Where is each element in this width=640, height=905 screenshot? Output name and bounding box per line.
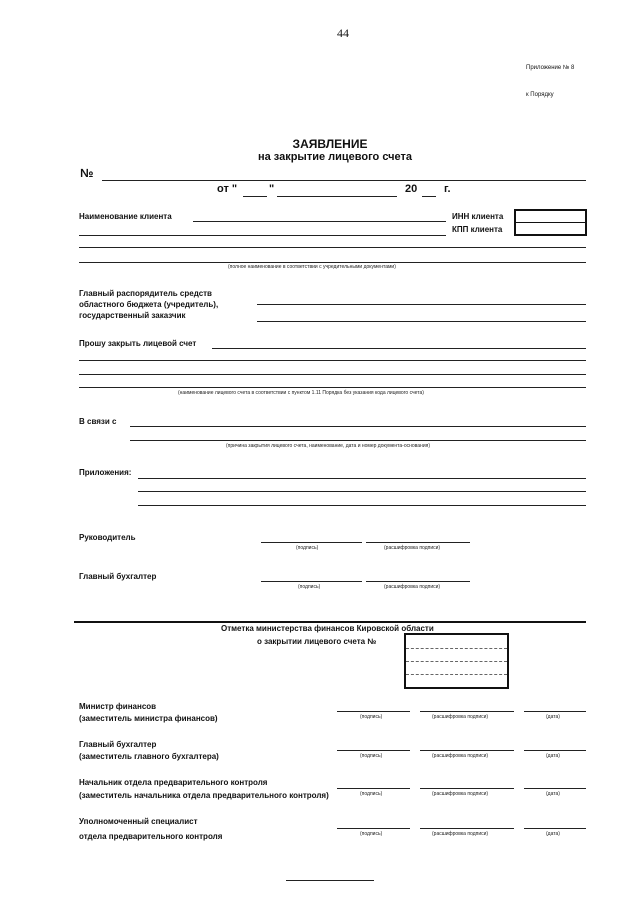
ministry-divider xyxy=(74,621,586,623)
official-decode-caption: (расшифровка подписи) xyxy=(432,714,489,720)
page-number: 44 xyxy=(337,26,349,40)
official-date-line[interactable] xyxy=(524,788,586,789)
head-signature-label: Руководитель xyxy=(79,533,136,542)
close-request-line-4[interactable] xyxy=(79,387,586,388)
official-label-line1: Уполномоченный специалист xyxy=(79,817,198,826)
official-sign-line[interactable] xyxy=(337,828,410,829)
close-request-line-1[interactable] xyxy=(212,348,586,349)
official-label-line1: Главный бухгалтер xyxy=(79,740,157,749)
distributor-line-a[interactable] xyxy=(257,304,586,305)
official-date-line[interactable] xyxy=(524,750,586,751)
client-line-2[interactable] xyxy=(79,235,446,236)
accountant-signature-label: Главный бухгалтер xyxy=(79,572,157,581)
official-label-line1: Министр финансов xyxy=(79,702,157,711)
official-decode-line[interactable] xyxy=(420,711,514,712)
client-name-label: Наименование клиента xyxy=(79,212,172,221)
official-sign-caption: (подпись) xyxy=(360,753,383,759)
attachments-line-3[interactable] xyxy=(138,505,586,506)
distributor-line-b[interactable] xyxy=(257,321,586,322)
date-ot: от " xyxy=(217,183,238,195)
close-request-label: Прошу закрыть лицевой счет xyxy=(79,339,197,348)
official-sign-line[interactable] xyxy=(337,788,410,789)
number-label: № xyxy=(80,166,94,180)
ministry-box-row-2 xyxy=(406,661,507,662)
close-request-line-3[interactable] xyxy=(79,374,586,375)
official-decode-line[interactable] xyxy=(420,750,514,751)
ministry-box-row-1 xyxy=(406,648,507,649)
distributor-line1: Главный распорядитель средств xyxy=(79,289,212,298)
appendix-order: к Порядку xyxy=(526,92,554,98)
official-date-line[interactable] xyxy=(524,828,586,829)
date-month-line[interactable] xyxy=(277,196,397,197)
head-sign-caption: (подпись) xyxy=(296,545,319,551)
attachments-line-1[interactable] xyxy=(138,478,586,479)
official-sign-caption: (подпись) xyxy=(360,831,383,837)
official-decode-caption: (расшифровка подписи) xyxy=(432,753,489,759)
client-line-3[interactable] xyxy=(79,247,586,248)
client-inn-label: ИНН клиента xyxy=(452,212,504,221)
official-sign-line[interactable] xyxy=(337,750,410,751)
official-label-line1: Начальник отдела предварительного контроля xyxy=(79,778,268,787)
official-sign-line[interactable] xyxy=(337,711,410,712)
official-label-line2: (заместитель министра финансов) xyxy=(79,714,218,723)
distributor-line2: областного бюджета (учредитель), xyxy=(79,300,219,309)
official-label-line2: (заместитель начальника отдела предварительного контроля) xyxy=(79,791,329,800)
close-request-caption: (наименование лицевого счета в соответствии с пунктом 1.11 Порядка без указания кода лицевого счета) xyxy=(178,390,424,396)
accountant-decode-caption: (расшифровка подписи) xyxy=(384,584,441,590)
document-title: ЗАЯВЛЕНИЕ xyxy=(292,137,368,151)
document-subtitle: на закрытие лицевого счета xyxy=(257,151,413,163)
official-date-caption: (дата) xyxy=(546,714,560,720)
inn-kpp-divider xyxy=(516,222,585,223)
official-decode-line[interactable] xyxy=(420,828,514,829)
head-decode-line[interactable] xyxy=(366,542,470,543)
official-decode-caption: (расшифровка подписи) xyxy=(432,791,489,797)
official-label-line2: отдела предварительного контроля xyxy=(79,832,223,841)
official-decode-caption: (расшифровка подписи) xyxy=(432,831,489,837)
client-name-line[interactable] xyxy=(193,221,446,222)
attachments-line-2[interactable] xyxy=(138,491,586,492)
official-date-caption: (дата) xyxy=(546,791,560,797)
official-decode-line[interactable] xyxy=(420,788,514,789)
reason-caption: (причина закрытия лицевого счета, наименование, дата и номер документа-основания) xyxy=(226,443,430,449)
attachments-label: Приложения: xyxy=(79,468,132,477)
official-label-line2: (заместитель главного бухгалтера) xyxy=(79,752,219,761)
reason-label: В связи с xyxy=(79,417,117,426)
ministry-account-box[interactable] xyxy=(404,633,509,689)
number-line[interactable] xyxy=(102,180,586,181)
head-sign-line[interactable] xyxy=(261,542,362,543)
official-sign-caption: (подпись) xyxy=(360,714,383,720)
ministry-subtitle: о закрытии лицевого счета № xyxy=(257,637,377,646)
appendix-label: Приложение № 8 xyxy=(526,65,575,71)
date-year-prefix: 20 xyxy=(405,183,418,195)
client-kpp-label: КПП клиента xyxy=(452,225,503,234)
reason-line-1[interactable] xyxy=(130,426,586,427)
accountant-sign-line[interactable] xyxy=(261,581,362,582)
client-line-4[interactable] xyxy=(79,262,586,263)
date-mid-quote: " xyxy=(269,183,275,195)
accountant-decode-line[interactable] xyxy=(366,581,470,582)
inn-kpp-box[interactable] xyxy=(514,209,587,236)
date-day-line[interactable] xyxy=(243,196,267,197)
official-date-caption: (дата) xyxy=(546,753,560,759)
ministry-box-row-3 xyxy=(406,674,507,675)
accountant-sign-caption: (подпись) xyxy=(298,584,321,590)
ministry-title: Отметка министерства финансов Кировской области xyxy=(221,624,434,633)
reason-line-2[interactable] xyxy=(130,440,586,441)
distributor-line3: государственный заказчик xyxy=(79,311,186,320)
official-sign-caption: (подпись) xyxy=(360,791,383,797)
client-full-name-caption: (полное наименование в соответствии с учредительными документами) xyxy=(228,264,396,270)
date-year-suffix: г. xyxy=(444,183,451,195)
date-year-line[interactable] xyxy=(422,196,436,197)
close-request-line-2[interactable] xyxy=(79,360,586,361)
head-decode-caption: (расшифровка подписи) xyxy=(384,545,441,551)
official-date-caption: (дата) xyxy=(546,831,560,837)
footnote-separator xyxy=(286,880,374,881)
official-date-line[interactable] xyxy=(524,711,586,712)
